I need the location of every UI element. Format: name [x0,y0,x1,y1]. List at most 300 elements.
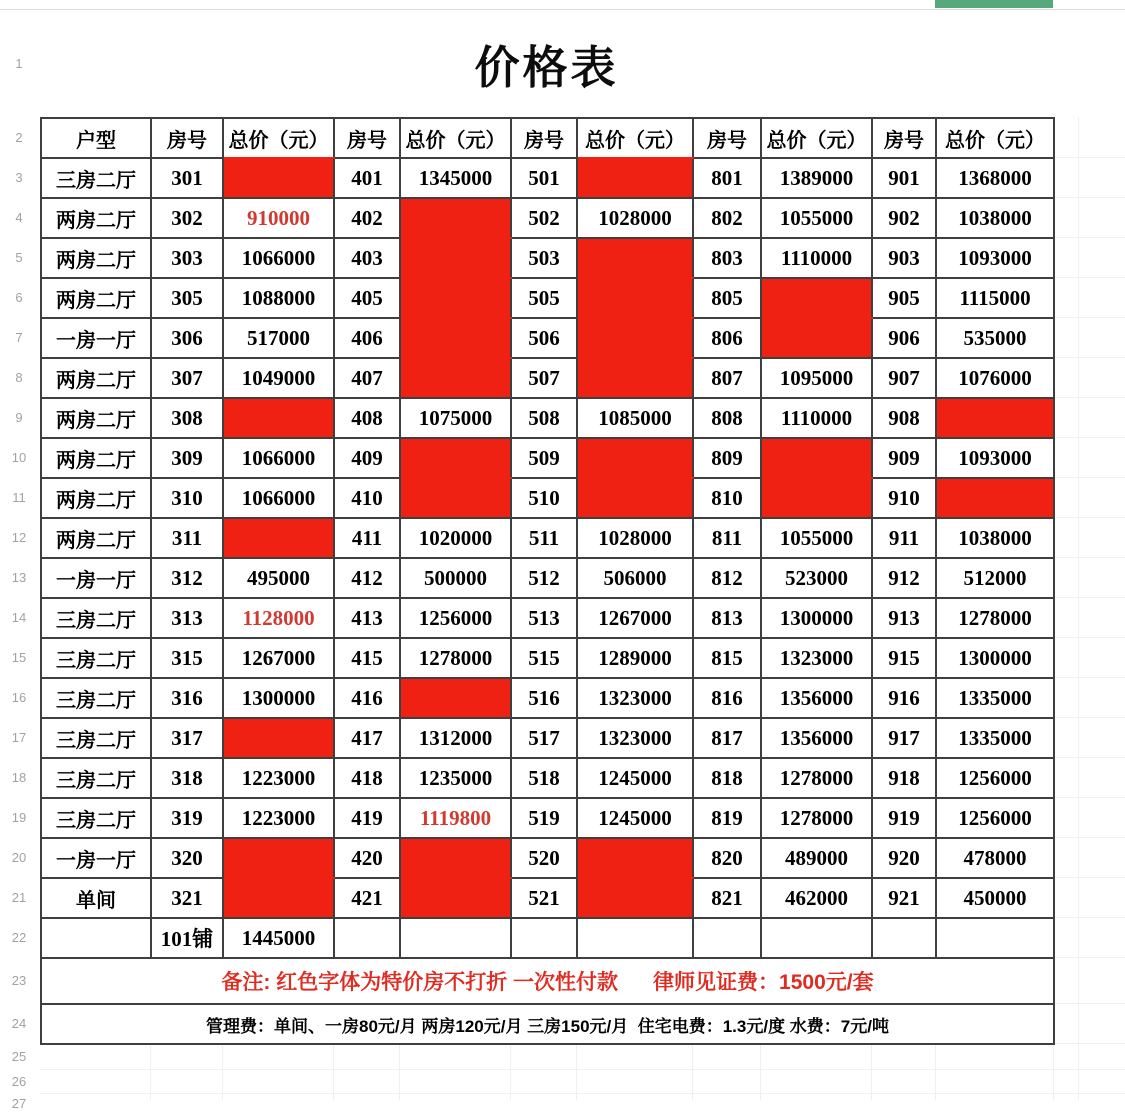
column-header[interactable]: 总价（元） [936,118,1054,158]
price-cell[interactable]: 1223000 [223,798,334,838]
price-cell[interactable]: 1088000 [223,278,334,318]
price-cell[interactable]: 1335000 [936,718,1054,758]
price-cell[interactable]: 1075000 [400,398,511,438]
room-number-cell[interactable]: 820 [693,838,761,878]
room-number-cell[interactable]: 505 [511,278,577,318]
gridline [1054,357,1125,358]
price-cell[interactable]: 1245000 [577,798,693,838]
price-cell[interactable]: 535000 [936,318,1054,358]
room-number-cell[interactable]: 509 [511,438,577,478]
room-number-cell[interactable]: 909 [872,438,936,478]
row-number[interactable]: 22 [11,929,27,945]
row-number[interactable]: 7 [15,329,23,345]
room-number-cell[interactable]: 912 [872,558,936,598]
price-cell[interactable]: 1223000 [223,758,334,798]
room-number-cell[interactable]: 815 [693,638,761,678]
column-header[interactable]: 总价（元） [223,118,334,158]
row-number-gutter [0,0,40,1111]
room-number-cell[interactable]: 405 [334,278,400,318]
unit-type-cell[interactable]: 三房二厅 [41,678,151,718]
row-number[interactable]: 15 [11,649,27,665]
special-room-price-cell[interactable] [223,718,334,758]
room-number-cell[interactable]: 311 [151,518,223,558]
room-number-cell[interactable]: 513 [511,598,577,638]
room-number-cell[interactable]: 810 [693,478,761,518]
price-cell[interactable]: 910000 [223,198,334,238]
row-number[interactable]: 23 [11,972,27,988]
gridline [1054,397,1125,398]
price-cell[interactable]: 1335000 [936,678,1054,718]
room-number-cell[interactable]: 812 [693,558,761,598]
room-number-cell[interactable]: 818 [693,758,761,798]
room-number-cell[interactable]: 312 [151,558,223,598]
price-cell[interactable]: 1066000 [223,478,334,518]
room-number-cell[interactable]: 317 [151,718,223,758]
room-number-cell[interactable]: 508 [511,398,577,438]
special-room-price-cell[interactable] [223,838,334,878]
row-number[interactable]: 1 [15,55,23,71]
gridline [1054,517,1125,518]
row-number[interactable]: 2 [15,129,23,145]
unit-type-cell[interactable]: 两房二厅 [41,358,151,398]
price-cell[interactable]: 506000 [577,558,693,598]
room-number-cell[interactable]: 910 [872,478,936,518]
unit-type-cell[interactable]: 两房二厅 [41,398,151,438]
gridline [1054,157,1125,158]
price-cell[interactable]: 1289000 [577,638,693,678]
room-number-cell[interactable]: 310 [151,478,223,518]
price-cell[interactable]: 1038000 [936,198,1054,238]
room-number-cell[interactable]: 321 [151,878,223,918]
empty-cell[interactable] [400,918,511,958]
unit-type-cell[interactable]: 两房二厅 [41,478,151,518]
room-number-cell[interactable]: 407 [334,358,400,398]
price-cell[interactable]: 512000 [936,558,1054,598]
room-number-cell[interactable]: 911 [872,518,936,558]
empty-cell[interactable] [334,918,400,958]
room-number-cell[interactable]: 821 [693,878,761,918]
price-cell[interactable]: 489000 [761,838,872,878]
special-room-price-cell[interactable] [400,878,511,918]
price-cell[interactable]: 462000 [761,878,872,918]
empty-cell[interactable] [41,918,151,958]
row-number[interactable]: 25 [11,1048,27,1064]
room-number-cell[interactable]: 805 [693,278,761,318]
room-number-cell[interactable]: 412 [334,558,400,598]
gridline [1054,717,1125,718]
special-room-price-cell[interactable] [400,678,511,718]
room-number-cell[interactable]: 416 [334,678,400,718]
price-cell[interactable]: 1368000 [936,158,1054,198]
price-cell[interactable]: 1128000 [223,598,334,638]
row-number[interactable]: 17 [11,729,27,745]
price-cell[interactable]: 1256000 [936,798,1054,838]
room-number-cell[interactable]: 406 [334,318,400,358]
room-number-cell[interactable]: 306 [151,318,223,358]
room-number-cell[interactable]: 319 [151,798,223,838]
room-number-cell[interactable]: 903 [872,238,936,278]
room-number-cell[interactable]: 510 [511,478,577,518]
room-number-cell[interactable]: 512 [511,558,577,598]
gridline [399,1043,400,1100]
price-cell[interactable]: 1356000 [761,718,872,758]
row-number[interactable]: 27 [11,1095,27,1111]
price-cell[interactable]: 1110000 [761,398,872,438]
price-table [40,117,1055,1045]
gridline [1054,597,1125,598]
price-cell[interactable]: 1345000 [400,158,511,198]
empty-cell[interactable] [693,918,761,958]
price-cell[interactable]: 1300000 [223,678,334,718]
row-number[interactable]: 14 [11,609,27,625]
room-number-cell[interactable]: 816 [693,678,761,718]
empty-cell[interactable] [872,918,936,958]
price-cell[interactable]: 1323000 [761,638,872,678]
unit-type-cell[interactable]: 三房二厅 [41,758,151,798]
gridline [1054,1043,1125,1044]
room-number-cell[interactable]: 401 [334,158,400,198]
room-number-cell[interactable]: 507 [511,358,577,398]
top-gridline-strip [0,0,1125,10]
room-number-cell[interactable]: 420 [334,838,400,878]
price-cell[interactable]: 1095000 [761,358,872,398]
room-number-cell[interactable]: 415 [334,638,400,678]
price-cell[interactable]: 1278000 [936,598,1054,638]
row-number[interactable]: 6 [15,289,23,305]
special-room-price-cell[interactable] [577,838,693,878]
unit-type-cell[interactable]: 一房一厅 [41,318,151,358]
special-room-price-cell[interactable] [577,438,693,478]
unit-type-cell[interactable]: 三房二厅 [41,598,151,638]
room-number-cell[interactable]: 419 [334,798,400,838]
room-number-cell[interactable]: 921 [872,878,936,918]
gridline [1054,237,1125,238]
room-number-cell[interactable]: 403 [334,238,400,278]
gridline [1054,757,1125,758]
room-number-cell[interactable]: 919 [872,798,936,838]
room-number-cell[interactable]: 803 [693,238,761,278]
room-number-cell[interactable]: 518 [511,758,577,798]
special-room-price-cell[interactable] [400,198,511,238]
room-number-cell[interactable]: 913 [872,598,936,638]
room-number-cell[interactable]: 521 [511,878,577,918]
room-number-cell[interactable]: 303 [151,238,223,278]
room-number-cell[interactable]: 411 [334,518,400,558]
room-number-cell[interactable]: 408 [334,398,400,438]
special-room-price-cell[interactable] [223,518,334,558]
special-room-price-cell[interactable] [400,358,511,398]
room-number-cell[interactable]: 516 [511,678,577,718]
room-number-cell[interactable]: 409 [334,438,400,478]
price-cell[interactable]: 495000 [223,558,334,598]
gridline [40,1093,1125,1094]
row-number[interactable]: 10 [11,449,27,465]
empty-cell[interactable] [577,918,693,958]
gridline [1054,677,1125,678]
special-room-price-cell[interactable] [223,878,334,918]
row-number[interactable]: 21 [11,889,27,905]
gridline [935,1043,936,1100]
price-cell[interactable]: 1110000 [761,238,872,278]
gridline [333,1043,334,1100]
room-number-cell[interactable]: 418 [334,758,400,798]
column-header[interactable]: 房号 [511,118,577,158]
room-number-cell[interactable]: 302 [151,198,223,238]
price-cell[interactable]: 1020000 [400,518,511,558]
room-number-cell[interactable]: 316 [151,678,223,718]
gridline [1054,317,1125,318]
room-number-cell[interactable]: 410 [334,478,400,518]
room-number-cell[interactable]: 506 [511,318,577,358]
gridline [1078,117,1079,1100]
room-number-cell[interactable]: 920 [872,838,936,878]
gridline [692,1043,693,1100]
special-room-price-cell[interactable] [761,438,872,478]
special-room-price-cell[interactable] [761,478,872,518]
room-number-cell[interactable]: 413 [334,598,400,638]
room-number-cell[interactable]: 315 [151,638,223,678]
room-number-cell[interactable]: 905 [872,278,936,318]
room-number-cell[interactable]: 901 [872,158,936,198]
price-cell[interactable]: 1267000 [223,638,334,678]
room-number-cell[interactable]: 813 [693,598,761,638]
room-number-cell[interactable]: 908 [872,398,936,438]
room-number-cell[interactable]: 808 [693,398,761,438]
unit-type-cell[interactable]: 两房二厅 [41,438,151,478]
special-room-price-cell[interactable] [761,278,872,318]
price-cell[interactable]: 1323000 [577,678,693,718]
price-cell[interactable]: 1085000 [577,398,693,438]
price-cell[interactable]: 1066000 [223,238,334,278]
price-cell[interactable]: 1323000 [577,718,693,758]
room-number-cell[interactable]: 902 [872,198,936,238]
price-cell[interactable]: 523000 [761,558,872,598]
price-cell[interactable]: 1038000 [936,518,1054,558]
unit-type-cell[interactable]: 两房二厅 [41,278,151,318]
unit-type-cell[interactable]: 一房一厅 [41,838,151,878]
price-cell[interactable]: 1278000 [761,798,872,838]
price-cell[interactable]: 1267000 [577,598,693,638]
row-number[interactable]: 24 [11,1015,27,1031]
room-number-cell[interactable]: 309 [151,438,223,478]
special-room-price-cell[interactable] [577,878,693,918]
room-number-cell[interactable]: 809 [693,438,761,478]
column-header[interactable]: 房号 [872,118,936,158]
room-number-cell[interactable]: 101铺 [151,918,223,958]
price-cell[interactable]: 1256000 [936,758,1054,798]
row-number[interactable]: 5 [15,249,23,265]
price-cell[interactable]: 1093000 [936,438,1054,478]
price-cell[interactable]: 1356000 [761,678,872,718]
price-cell[interactable]: 1028000 [577,518,693,558]
column-header[interactable]: 房号 [693,118,761,158]
special-room-price-cell[interactable] [400,278,511,318]
unit-type-cell[interactable]: 三房二厅 [41,638,151,678]
room-number-cell[interactable]: 806 [693,318,761,358]
room-number-cell[interactable]: 503 [511,238,577,278]
price-cell[interactable]: 1278000 [761,758,872,798]
room-number-cell[interactable]: 501 [511,158,577,198]
price-cell[interactable]: 1278000 [400,638,511,678]
room-number-cell[interactable]: 801 [693,158,761,198]
price-cell[interactable]: 1055000 [761,198,872,238]
special-room-price-cell[interactable] [936,478,1054,518]
row-number[interactable]: 26 [11,1073,27,1089]
price-cell[interactable]: 1115000 [936,278,1054,318]
gridline [1054,477,1125,478]
gridline [1054,1003,1125,1004]
row-number[interactable]: 3 [15,169,23,185]
room-number-cell[interactable]: 301 [151,158,223,198]
unit-type-cell[interactable]: 三房二厅 [41,718,151,758]
price-cell[interactable]: 517000 [223,318,334,358]
gridline [1054,197,1125,198]
price-cell[interactable]: 1093000 [936,238,1054,278]
special-room-price-cell[interactable] [577,358,693,398]
column-header[interactable]: 房号 [334,118,400,158]
unit-type-cell[interactable]: 三房二厅 [41,798,151,838]
price-cell[interactable]: 1300000 [936,638,1054,678]
price-cell[interactable]: 1300000 [761,598,872,638]
row-number[interactable]: 8 [15,369,23,385]
room-number-cell[interactable]: 511 [511,518,577,558]
row-number[interactable]: 19 [11,809,27,825]
gridline [576,1043,577,1100]
room-number-cell[interactable]: 515 [511,638,577,678]
room-number-cell[interactable]: 305 [151,278,223,318]
price-cell[interactable]: 1445000 [223,918,334,958]
special-room-price-cell[interactable] [577,478,693,518]
price-cell[interactable]: 500000 [400,558,511,598]
special-room-price-cell[interactable] [577,158,693,198]
room-number-cell[interactable]: 811 [693,518,761,558]
room-number-cell[interactable]: 402 [334,198,400,238]
price-cell[interactable]: 1312000 [400,718,511,758]
gridline [1054,837,1125,838]
room-number-cell[interactable]: 907 [872,358,936,398]
gridline [1054,957,1125,958]
room-number-cell[interactable]: 915 [872,638,936,678]
room-number-cell[interactable]: 519 [511,798,577,838]
room-number-cell[interactable]: 802 [693,198,761,238]
price-cell[interactable]: 1256000 [400,598,511,638]
special-room-price-cell[interactable] [577,318,693,358]
room-number-cell[interactable]: 318 [151,758,223,798]
column-header[interactable]: 户型 [41,118,151,158]
fees-note-cell[interactable]: 管理费：单间、一房80元/月 两房120元/月 三房150元/月 住宅电费：1.3元/度 水费：7元/吨 [41,1004,1054,1044]
unit-type-cell[interactable]: 一房一厅 [41,558,151,598]
room-number-cell[interactable]: 502 [511,198,577,238]
special-room-price-cell[interactable] [577,238,693,278]
row-number[interactable]: 4 [15,209,23,225]
empty-cell[interactable] [511,918,577,958]
price-cell[interactable]: 1049000 [223,358,334,398]
room-number-cell[interactable]: 807 [693,358,761,398]
column-header[interactable]: 总价（元） [761,118,872,158]
row-number[interactable]: 16 [11,689,27,705]
gridline [222,1043,223,1100]
column-header[interactable]: 房号 [151,118,223,158]
row-number[interactable]: 11 [12,489,26,505]
empty-cell[interactable] [936,918,1054,958]
special-room-price-cell[interactable] [577,278,693,318]
unit-type-cell[interactable]: 三房二厅 [41,158,151,198]
special-room-price-cell[interactable] [936,398,1054,438]
gridline [1054,877,1125,878]
gridline [1054,437,1125,438]
gridline [1054,637,1125,638]
sheet-title-cell[interactable] [40,10,1053,116]
page-title: 价格表 [474,41,619,93]
gridline [760,1043,761,1100]
room-number-cell[interactable]: 520 [511,838,577,878]
price-cell[interactable]: 1389000 [761,158,872,198]
gridline [1054,277,1125,278]
gridline [1054,797,1125,798]
gridline [871,1043,872,1100]
room-number-cell[interactable]: 320 [151,838,223,878]
gridline [40,1069,1125,1070]
row-number[interactable]: 12 [11,529,27,545]
unit-type-cell[interactable]: 单间 [41,878,151,918]
row-number[interactable]: 18 [11,769,27,785]
special-room-price-cell[interactable] [223,398,334,438]
gridline [150,1043,151,1100]
price-cell[interactable]: 1066000 [223,438,334,478]
column-header[interactable]: 总价（元） [577,118,693,158]
room-number-cell[interactable]: 517 [511,718,577,758]
price-cell[interactable]: 1245000 [577,758,693,798]
price-cell[interactable]: 1076000 [936,358,1054,398]
room-number-cell[interactable]: 918 [872,758,936,798]
special-room-price-cell[interactable] [400,838,511,878]
room-number-cell[interactable]: 417 [334,718,400,758]
room-number-cell[interactable]: 817 [693,718,761,758]
room-number-cell[interactable]: 421 [334,878,400,918]
room-number-cell[interactable]: 819 [693,798,761,838]
room-number-cell[interactable]: 917 [872,718,936,758]
remark-note-cell[interactable]: 备注: 红色字体为特价房不打折 一次性付款 律师见证费：1500元/套 [41,958,1054,1004]
special-room-price-cell[interactable] [400,318,511,358]
room-number-cell[interactable]: 313 [151,598,223,638]
price-cell[interactable]: 1028000 [577,198,693,238]
row-number[interactable]: 20 [11,849,27,865]
price-cell[interactable]: 1055000 [761,518,872,558]
gridline [1054,917,1125,918]
room-number-cell[interactable]: 906 [872,318,936,358]
column-header[interactable]: 总价（元） [400,118,511,158]
room-number-cell[interactable]: 916 [872,678,936,718]
unit-type-cell[interactable]: 两房二厅 [41,238,151,278]
special-room-price-cell[interactable] [223,158,334,198]
room-number-cell[interactable]: 308 [151,398,223,438]
row-number[interactable]: 9 [15,409,23,425]
price-cell[interactable]: 1119800 [400,798,511,838]
special-room-price-cell[interactable] [400,238,511,278]
special-room-price-cell[interactable] [400,478,511,518]
unit-type-cell[interactable]: 两房二厅 [41,198,151,238]
special-room-price-cell[interactable] [761,318,872,358]
special-room-price-cell[interactable] [400,438,511,478]
empty-cell[interactable] [761,918,872,958]
room-number-cell[interactable]: 307 [151,358,223,398]
unit-type-cell[interactable]: 两房二厅 [41,518,151,558]
price-cell[interactable]: 478000 [936,838,1054,878]
price-cell[interactable]: 450000 [936,878,1054,918]
row-number[interactable]: 13 [11,569,27,585]
gridline [1054,557,1125,558]
price-cell[interactable]: 1235000 [400,758,511,798]
